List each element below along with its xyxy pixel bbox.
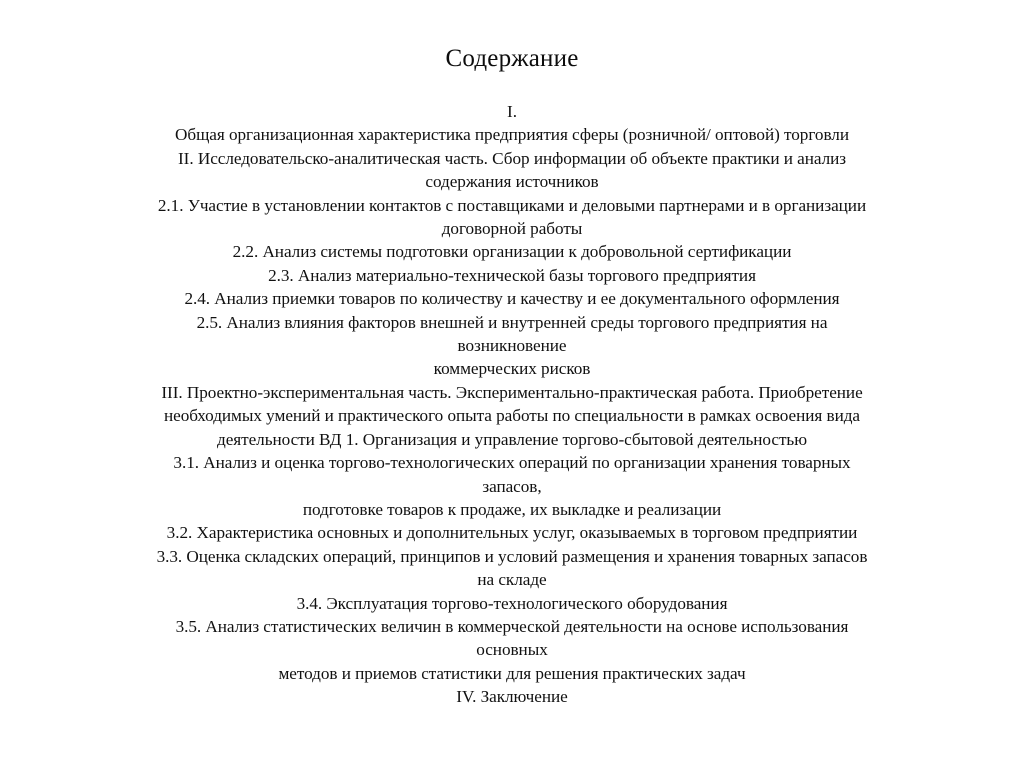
- toc-line: 2.3. Анализ материально-технической базы торгового предприятия: [268, 265, 756, 285]
- toc-line: деятельности ВД 1. Организация и управление торгово-сбытовой деятельностью: [217, 429, 807, 449]
- toc-line: II. Исследовательско-аналитическая часть. Сбор информации об объекте практики и анализ: [178, 148, 846, 168]
- table-of-contents: [87, 100, 937, 709]
- toc-line: необходимых умений и практического опыта работы по специальности в рамках освоения вида: [163, 406, 861, 426]
- toc-line: I.: [507, 102, 517, 121]
- toc-line: 3.1. Анализ и оценка торгово-технологических операций по организации хранения товарных: [173, 453, 851, 473]
- toc-line: договорной работы: [441, 219, 583, 239]
- toc-line: методов и приемов статистики для решения практических задач: [278, 663, 746, 683]
- toc-line: 3.5. Анализ статистических величин в коммерческой деятельности на основе использования: [175, 616, 849, 636]
- toc-line: на складе: [477, 570, 547, 590]
- toc-line: 2.4. Анализ приемки товаров по количеству и качеству и ее документального оформления: [184, 289, 840, 309]
- toc-line: 3.3. Оценка складских операций, принципов и условий размещения и хранения товарных запасов: [156, 546, 868, 566]
- page-title: Содержание: [445, 45, 579, 72]
- toc-line: 2.2. Анализ системы подготовки организации к добровольной сертификации: [232, 242, 792, 262]
- toc-line: содержания источников: [425, 172, 599, 192]
- toc-line: 2.5. Анализ влияния факторов внешней и внутренней среды торгового предприятия на: [196, 312, 828, 332]
- toc-line: основных: [476, 640, 548, 660]
- toc-line: 3.2. Характеристика основных и дополнительных услуг, оказываемых в торговом предприятии: [166, 523, 858, 543]
- toc-line: III. Проектно-экспериментальная часть. Экспериментально-практическая работа. Приобретение: [161, 382, 863, 402]
- toc-line: 2.1. Участие в установлении контактов с поставщиками и деловыми партнерами и в организации: [157, 195, 867, 215]
- toc-line: 3.4. Эксплуатация торгово-технологического оборудования: [296, 593, 728, 613]
- toc-line: возникновение: [457, 336, 567, 356]
- toc-line: подготовке товаров к продаже, их выкладке и реализации: [302, 499, 722, 519]
- toc-line: запасов,: [482, 476, 542, 496]
- toc-line: IV. Заключение: [456, 687, 568, 707]
- toc-line: коммерческих рисков: [433, 359, 591, 379]
- toc-line: Общая организационная характеристика предприятия сферы (розничной/ оптовой) торговли: [175, 125, 849, 145]
